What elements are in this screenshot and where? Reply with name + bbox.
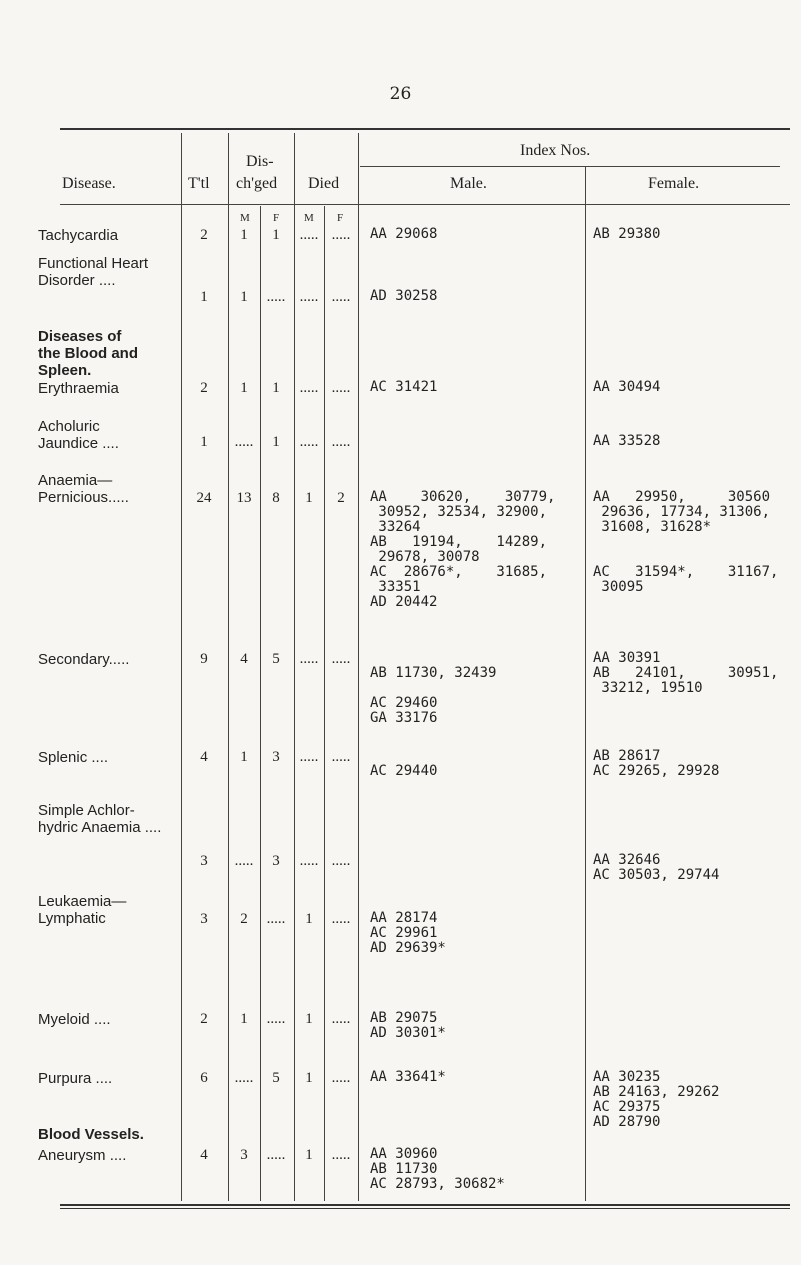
disease-name: Anaemia— Pernicious.....	[38, 472, 129, 506]
col-line	[181, 133, 182, 1201]
female-index: AA 30391 AB 24101, 30951, 33212, 19510	[593, 650, 779, 696]
died-male: .....	[299, 853, 319, 869]
discharged-female: .....	[266, 1147, 286, 1163]
header-rule	[60, 204, 790, 205]
bottom-rule-2	[60, 1208, 790, 1209]
discharged-male: .....	[234, 853, 254, 869]
disease-name: Acholuric Jaundice ....	[38, 418, 119, 452]
male-index: AD 30258	[370, 288, 438, 304]
died-male: 1	[305, 911, 313, 927]
discharged-female: .....	[266, 911, 286, 927]
header-died-m: M	[304, 212, 314, 224]
discharged-female: 1	[272, 227, 280, 243]
header-discharged: Dis-	[246, 153, 274, 170]
header-index: Index Nos.	[520, 142, 591, 159]
died-female: 2	[337, 490, 345, 506]
col-line	[260, 206, 261, 1201]
died-female: .....	[331, 434, 351, 450]
died-male: 1	[305, 1070, 313, 1086]
discharged-male: 3	[240, 1147, 248, 1163]
total-count: 9	[200, 651, 208, 667]
discharged-male: .....	[234, 434, 254, 450]
header-died-f: F	[337, 212, 344, 224]
discharged-male: 1	[240, 227, 248, 243]
discharged-female: 3	[272, 853, 280, 869]
total-count: 2	[200, 1011, 208, 1027]
disease-name: Splenic ....	[38, 749, 109, 766]
total-count: 1	[200, 434, 208, 450]
total-count: 4	[200, 749, 208, 765]
index-rule	[360, 166, 780, 167]
total-count: 24	[196, 490, 212, 506]
died-female: .....	[331, 651, 351, 667]
discharged-male: 1	[240, 380, 248, 396]
total-count: 2	[200, 380, 208, 396]
died-female: .....	[331, 911, 351, 927]
male-index: AA 30620, 30779, 30952, 32534, 32900, 33264 AB 19194, 14289, 29678, 30078 AC 28676*, 31685, 33351 AD 20442	[370, 489, 556, 610]
total-count: 3	[200, 911, 208, 927]
died-male: 1	[305, 1147, 313, 1163]
disease-name: Aneurysm ....	[38, 1147, 127, 1164]
died-male: .....	[299, 227, 319, 243]
discharged-male: 1	[240, 289, 248, 305]
discharged-male: .....	[234, 1070, 254, 1086]
died-male: .....	[299, 289, 319, 305]
col-line	[324, 206, 325, 1201]
female-index: AB 29380	[593, 226, 661, 242]
disease-name: Tachycardia	[38, 227, 119, 244]
discharged-female: 3	[272, 749, 280, 765]
total-count: 6	[200, 1070, 208, 1086]
header-disease: Disease.	[62, 175, 116, 192]
died-female: .....	[331, 749, 351, 765]
died-male: .....	[299, 749, 319, 765]
disease-name: Myeloid ....	[38, 1011, 111, 1028]
male-index: AA 30960 AB 11730 AC 28793, 30682*	[370, 1146, 505, 1192]
col-line	[228, 133, 229, 1201]
disease-name: Leukaemia— Lymphatic	[38, 893, 127, 927]
male-index: AB 11730, 32439 AC 29460 GA 33176	[370, 665, 497, 726]
died-male: .....	[299, 380, 319, 396]
discharged-male: 1	[240, 1011, 248, 1027]
total-count: 4	[200, 1147, 208, 1163]
discharged-female: 8	[272, 490, 280, 506]
disease-name: Purpura ....	[38, 1070, 113, 1087]
male-index: AA 28174 AC 29961 AD 29639*	[370, 910, 446, 956]
section-heading-vessels: Blood Vessels.	[38, 1126, 144, 1143]
discharged-female: .....	[266, 289, 286, 305]
header-total: T'tl	[188, 175, 210, 192]
header-died: Died	[308, 175, 340, 192]
disease-name: Functional Heart Disorder ....	[38, 255, 149, 289]
died-female: .....	[331, 380, 351, 396]
disease-name: Erythraemia	[38, 380, 119, 397]
header-discharged-m: M	[240, 212, 250, 224]
col-line	[585, 166, 586, 1201]
died-female: .....	[331, 853, 351, 869]
died-female: .....	[331, 289, 351, 305]
female-index: AA 32646 AC 30503, 29744	[593, 852, 720, 883]
disease-name: Simple Achlor- hydric Anaemia ....	[38, 802, 162, 836]
discharged-female: 1	[272, 434, 280, 450]
died-female: .....	[331, 1070, 351, 1086]
discharged-female: 5	[272, 1070, 280, 1086]
discharged-male: 1	[240, 749, 248, 765]
discharged-female: 1	[272, 380, 280, 396]
female-index: AA 30235 AB 24163, 29262 AC 29375 AD 28790	[593, 1069, 720, 1130]
section-heading-blood: Diseases of the Blood and Spleen.	[38, 328, 138, 379]
bottom-rule	[60, 1204, 790, 1206]
total-count: 2	[200, 227, 208, 243]
female-index: AA 30494	[593, 379, 661, 395]
died-male: 1	[305, 1011, 313, 1027]
female-index: AA 29950, 30560 29636, 17734, 31306, 31608, 31628* AC 31594*, 31167, 30095	[593, 489, 779, 595]
header-discharged-2: ch'ged	[236, 175, 278, 192]
col-line	[294, 133, 295, 1201]
disease-name: Secondary.....	[38, 651, 130, 668]
female-index: AA 33528	[593, 433, 661, 449]
discharged-female: 5	[272, 651, 280, 667]
died-male: .....	[299, 651, 319, 667]
male-index: AC 31421	[370, 379, 438, 395]
discharged-male: 2	[240, 911, 248, 927]
male-index: AA 33641*	[370, 1069, 446, 1085]
male-index: AC 29440	[370, 763, 438, 779]
page-number: 26	[389, 84, 412, 104]
header-discharged-f: F	[273, 212, 280, 224]
died-female: .....	[331, 1011, 351, 1027]
discharged-female: .....	[266, 1011, 286, 1027]
total-count: 1	[200, 289, 208, 305]
top-rule	[60, 128, 790, 130]
female-index: AB 28617 AC 29265, 29928	[593, 748, 720, 779]
discharged-male: 4	[240, 651, 248, 667]
total-count: 3	[200, 853, 208, 869]
died-female: .....	[331, 1147, 351, 1163]
died-male: 1	[305, 490, 313, 506]
header-female: Female.	[648, 175, 700, 192]
died-male: .....	[299, 434, 319, 450]
died-female: .....	[331, 227, 351, 243]
discharged-male: 13	[236, 490, 252, 506]
col-line	[358, 133, 359, 1201]
male-index: AB 29075 AD 30301*	[370, 1010, 446, 1041]
male-index: AA 29068	[370, 226, 438, 242]
header-male: Male.	[450, 175, 487, 192]
